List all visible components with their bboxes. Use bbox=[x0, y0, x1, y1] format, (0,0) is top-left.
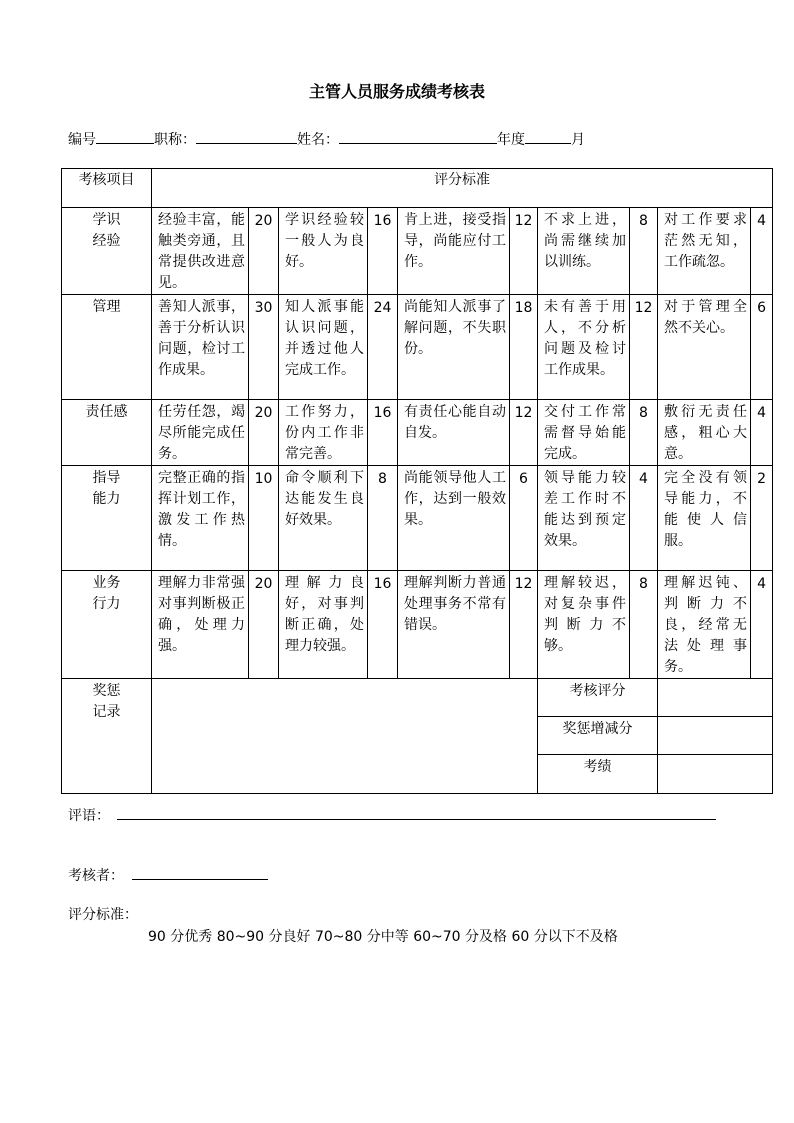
criteria-desc: 尚能知人派事了解问题，不失职份。 bbox=[398, 295, 510, 400]
standard-text: 90 分优秀 80~90 分良好 70~80 分中等 60~70 分及格 60 分以下不及格 bbox=[148, 929, 618, 945]
summary-row bbox=[62, 679, 773, 717]
criteria-desc: 尚能领导他人工作，达到一般效果。 bbox=[398, 466, 510, 571]
number-field[interactable] bbox=[96, 128, 154, 144]
criteria-score: 4 bbox=[630, 466, 658, 571]
year-label: 年度 bbox=[497, 132, 525, 148]
table-row bbox=[62, 400, 773, 466]
criteria-desc: 交付工作常需督导始能完成。 bbox=[538, 400, 630, 466]
item-name: 指导 能力 bbox=[62, 466, 152, 571]
criteria-desc: 命令顺利下达能发生良好效果。 bbox=[279, 466, 368, 571]
criteria-desc: 学识经验较一般人为良好。 bbox=[279, 208, 368, 295]
reviewer-label: 考核者： bbox=[68, 868, 124, 884]
table-row bbox=[62, 466, 773, 571]
month-label: 月 bbox=[571, 132, 585, 148]
criteria-desc: 肯上进，接受指导，尚能应付工作。 bbox=[398, 208, 510, 295]
criteria-desc: 理解迟钝、判断力不良，经常无法处理事务。 bbox=[658, 571, 751, 679]
criteria-desc: 理解判断力普通处理事务不常有错误。 bbox=[398, 571, 510, 679]
criteria-desc: 不求上进，尚需继续加以训练。 bbox=[538, 208, 630, 295]
reviewer-line bbox=[68, 865, 124, 885]
criteria-score: 10 bbox=[249, 466, 279, 571]
criteria-score: 30 bbox=[249, 295, 279, 400]
name-label: 姓名： bbox=[297, 132, 339, 148]
criteria-desc: 对于管理全然不关心。 bbox=[658, 295, 751, 400]
criteria-desc: 完全没有领导能力，不能使人信服。 bbox=[658, 466, 751, 571]
summary-label: 考核评分 bbox=[538, 679, 658, 717]
comment-field[interactable] bbox=[117, 819, 716, 820]
criteria-score: 18 bbox=[510, 295, 538, 400]
year-month-field[interactable] bbox=[525, 128, 571, 144]
summary-value-field[interactable] bbox=[658, 717, 773, 755]
item-name: 管理 bbox=[62, 295, 152, 400]
criteria-score: 16 bbox=[368, 571, 398, 679]
criteria-desc: 经验丰富，能触类旁通，且常提供改进意见。 bbox=[152, 208, 249, 295]
criteria-desc: 理解力非常强对事判断极正确，处理力强。 bbox=[152, 571, 249, 679]
table-row bbox=[62, 295, 773, 400]
table-header-row bbox=[62, 169, 773, 208]
criteria-desc: 理解力良好，对事判断正确，处理力较强。 bbox=[279, 571, 368, 679]
header-info-line bbox=[68, 128, 585, 149]
criteria-score: 8 bbox=[368, 466, 398, 571]
page-title: 主管人员服务成绩考核表 bbox=[308, 82, 485, 101]
criteria-desc: 工作努力，份内工作非常完善。 bbox=[279, 400, 368, 466]
criteria-desc: 理解较迟，对复杂事件判断力不够。 bbox=[538, 571, 630, 679]
table-row bbox=[62, 208, 773, 295]
summary-label: 奖惩增减分 bbox=[538, 717, 658, 755]
summary-value-field[interactable] bbox=[658, 679, 773, 717]
criteria-score: 8 bbox=[630, 400, 658, 466]
standard-label: 评分标准： bbox=[68, 907, 138, 923]
criteria-desc: 善知人派事，善于分析认识问题，检讨工作成果。 bbox=[152, 295, 249, 400]
criteria-desc: 任劳任怨，竭尽所能完成任务。 bbox=[152, 400, 249, 466]
criteria-desc: 敷衍无责任感，粗心大意。 bbox=[658, 400, 751, 466]
criteria-score: 6 bbox=[510, 466, 538, 571]
criteria-score: 4 bbox=[751, 571, 773, 679]
position-field[interactable] bbox=[196, 128, 297, 144]
criteria-desc: 对工作要求茫然无知，工作疏忽。 bbox=[658, 208, 751, 295]
criteria-score: 20 bbox=[249, 571, 279, 679]
criteria-score: 2 bbox=[751, 466, 773, 571]
reward-label: 奖惩 记录 bbox=[62, 679, 152, 794]
name-field[interactable] bbox=[339, 128, 497, 144]
criteria-score: 20 bbox=[249, 400, 279, 466]
item-name: 业务 行力 bbox=[62, 571, 152, 679]
criteria-score: 4 bbox=[751, 400, 773, 466]
criteria-desc: 知人派事能认识问题，并透过他人完成工作。 bbox=[279, 295, 368, 400]
criteria-score: 8 bbox=[630, 571, 658, 679]
comment-label: 评语： bbox=[68, 808, 110, 824]
criteria-score: 12 bbox=[630, 295, 658, 400]
number-label: 编号 bbox=[68, 132, 96, 148]
reviewer-field[interactable] bbox=[132, 879, 268, 880]
header-criteria: 评分标准 bbox=[152, 169, 773, 208]
criteria-desc: 未有善于用人，不分析问题及检讨工作成果。 bbox=[538, 295, 630, 400]
comment-line bbox=[68, 805, 110, 825]
criteria-score: 12 bbox=[510, 400, 538, 466]
reward-record-field[interactable] bbox=[152, 679, 538, 794]
criteria-score: 12 bbox=[510, 571, 538, 679]
summary-value-field[interactable] bbox=[658, 755, 773, 794]
header-item: 考核项目 bbox=[62, 169, 152, 208]
item-name: 责任感 bbox=[62, 400, 152, 466]
criteria-score: 8 bbox=[630, 208, 658, 295]
criteria-score: 6 bbox=[751, 295, 773, 400]
assessment-table bbox=[61, 168, 773, 794]
criteria-desc: 领导能力较差工作时不能达到预定效果。 bbox=[538, 466, 630, 571]
table-row bbox=[62, 571, 773, 679]
criteria-score: 4 bbox=[751, 208, 773, 295]
item-name: 学识 经验 bbox=[62, 208, 152, 295]
criteria-desc: 完整正确的指挥计划工作，激发工作热情。 bbox=[152, 466, 249, 571]
criteria-score: 24 bbox=[368, 295, 398, 400]
criteria-score: 20 bbox=[249, 208, 279, 295]
criteria-desc: 有责任心能自动自发。 bbox=[398, 400, 510, 466]
criteria-score: 12 bbox=[510, 208, 538, 295]
summary-label: 考绩 bbox=[538, 755, 658, 794]
position-label: 职称： bbox=[154, 132, 196, 148]
criteria-score: 16 bbox=[368, 400, 398, 466]
criteria-score: 16 bbox=[368, 208, 398, 295]
